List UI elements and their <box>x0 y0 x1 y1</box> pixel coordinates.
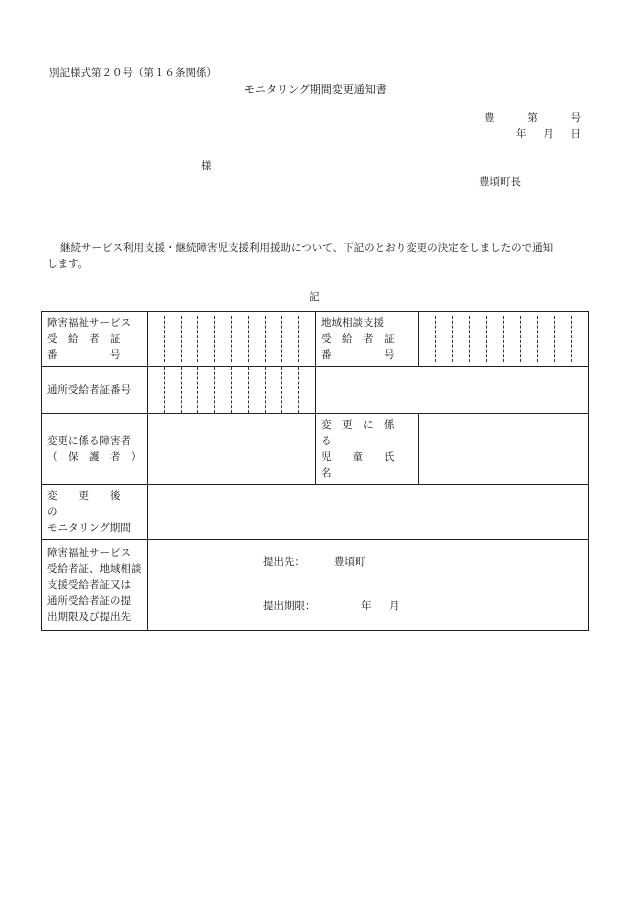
child-name-field[interactable] <box>419 414 589 485</box>
date-year: 年 <box>516 128 527 140</box>
submit-to-label: 提出先： <box>263 556 305 568</box>
table-row <box>42 414 589 485</box>
community-cert-number-field[interactable] <box>419 312 589 367</box>
label-line: （ 保 護 者 ） <box>47 451 142 463</box>
community-cert-label <box>316 312 419 367</box>
label-line: 支援受給者証又は <box>47 579 131 591</box>
date-day: 日 <box>570 128 581 140</box>
label-line: 番 号 <box>47 349 121 361</box>
table-row <box>42 540 589 631</box>
deadline-label: 提出期限： <box>263 600 316 612</box>
label-line: 通所受給者証の提 <box>47 595 131 607</box>
document-number <box>484 113 581 124</box>
new-monitoring-period-field[interactable] <box>148 485 589 540</box>
notice-paragraph-line1: 継続サービス利用支援・継続障害児支援利用援助について、下記のとおり変更の決定をしましたので通知 <box>60 242 554 254</box>
label-line: 変 更 後 の <box>47 490 142 518</box>
table-row <box>42 367 589 414</box>
submission-info-cell <box>148 540 589 631</box>
label-line: モニタリング期間 <box>47 522 131 534</box>
issuer-name: 豊頃町長 <box>479 176 521 188</box>
submission-label <box>42 540 148 631</box>
label-line: 受 給 者 証 <box>321 333 395 345</box>
child-name-label <box>316 414 419 485</box>
welfare-cert-number-field[interactable] <box>148 312 316 367</box>
table-row <box>42 485 589 540</box>
label-line: 地域相談支援 <box>321 317 384 329</box>
label-line: 番 号 <box>321 349 395 361</box>
label-line: 変 更 に 係 る <box>321 419 405 447</box>
affected-person-field[interactable] <box>148 414 316 485</box>
label-line: 受 給 者 証 <box>47 333 121 345</box>
label-line: 変更に係る障害者 <box>47 435 131 447</box>
affected-person-label <box>42 414 148 485</box>
submit-to-value: 豊頃町 <box>334 556 366 568</box>
issue-date <box>516 129 581 140</box>
ki-heading: 記 <box>309 291 320 303</box>
label-line: 児 童 氏 名 <box>321 451 416 479</box>
blank-cell <box>316 367 589 414</box>
date-month: 月 <box>543 128 554 140</box>
label-line: 受給者証、地域相談 <box>47 563 142 575</box>
label-line: 障害福祉サービス <box>47 547 131 559</box>
notification-table <box>41 311 589 631</box>
table-row <box>42 312 589 367</box>
day-service-cert-number-field[interactable] <box>148 367 316 414</box>
form-number: 別記様式第２０号（第１６条関係） <box>49 67 217 79</box>
label-line: 通所受給者証番号 <box>47 384 131 396</box>
welfare-cert-label <box>42 312 148 367</box>
doc-no-go: 号 <box>570 112 581 124</box>
day-service-cert-label <box>42 367 148 414</box>
doc-no-dai: 第 <box>527 112 538 124</box>
document-title: モニタリング期間変更通知書 <box>244 83 387 96</box>
deadline-month: 月 <box>389 600 400 612</box>
addressee-suffix: 様 <box>201 160 212 172</box>
label-line: 出期限及び提出先 <box>47 611 131 623</box>
deadline-year: 年 <box>361 600 372 612</box>
doc-no-prefix: 豊 <box>484 112 495 124</box>
label-line: 障害福祉サービス <box>47 317 131 329</box>
new-monitoring-period-label <box>42 485 148 540</box>
notice-paragraph-line2: します。 <box>47 258 89 270</box>
